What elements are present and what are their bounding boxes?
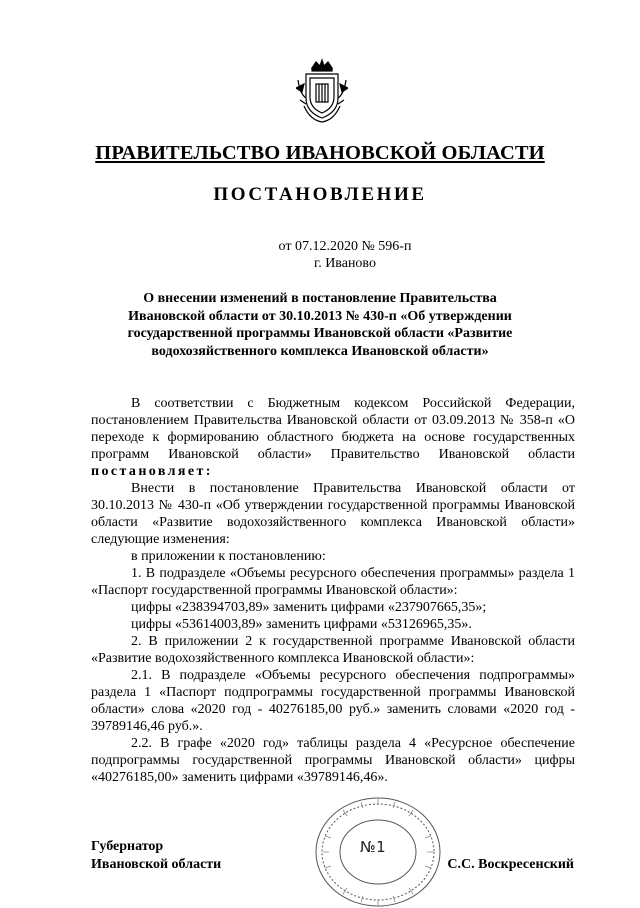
preamble-text: В соответствии с Бюджетным кодексом Российской Федерации, постановлением Правительства Ивановской области от 03.09.2013 № 358-п «О переходе к формированию областного бюджета на основе государственных программ Ивановской области» Правительство Ивановской области xyxy=(91,396,575,462)
signer-position xyxy=(91,838,221,874)
paragraph-item-2: 2. В приложении 2 к государственной программе Ивановской области «Развитие водохозяйственного комплекса Ивановской области»: xyxy=(91,634,575,666)
coat-of-arms-icon xyxy=(296,58,348,124)
date-and-place xyxy=(0,238,640,272)
organization-title: ПРАВИТЕЛЬСТВО ИВАНОВСКОЙ ОБЛАСТИ xyxy=(95,142,545,164)
subject-line: О внесении изменений в постановление Правительства xyxy=(143,291,497,306)
paragraph-amend: Внести в постановление Правительства Ивановской области от 30.10.2013 № 430-п «Об утверждении государственной программы Ивановской области «Развитие водохозяйственного комплекса Ивановской области» следующие изменения: xyxy=(91,481,575,547)
paragraph-preamble xyxy=(91,395,575,480)
document-subject xyxy=(90,290,550,360)
document-body xyxy=(91,395,575,786)
signer-region: Ивановской области xyxy=(91,857,222,872)
paragraph-item-2-2: 2.2. В графе «2020 год» таблицы раздела 4 «Ресурсное обеспечение подпрограммы государственной программы Ивановской области» цифры «40276185,00» заменить цифрами «39789146,46». xyxy=(91,736,575,785)
subject-line: водохозяйственного комплекса Ивановской области» xyxy=(151,343,489,359)
city: г. Иваново xyxy=(314,256,376,271)
paragraph-appendix: в приложении к постановлению: xyxy=(131,549,326,564)
decree-word: постановляет: xyxy=(91,464,213,479)
paragraph-item-2-1: 2.1. В подразделе «Объемы ресурсного обеспечения подпрограммы» раздела 1 «Паспорт подпрограммы государственной программы Ивановской области» слова «2020 год - 40276185,00 руб.» заменить словами «2020 год - 39789146,46 руб.». xyxy=(91,668,575,734)
paragraph-replace-2: цифры «53614003,89» заменить цифрами «53126965,35». xyxy=(131,617,472,632)
paragraph-replace-1: цифры «238394703,89» заменить цифрами «237907665,35»; xyxy=(131,600,487,615)
subject-line: Ивановской области от 30.10.2013 № 430-п «Об утверждении xyxy=(128,308,512,324)
date-number: от 07.12.2020 № 596-п xyxy=(278,239,412,254)
signer-title: Губернатор xyxy=(91,839,164,854)
signer-name: С.С. Воскресенский xyxy=(447,857,574,872)
subject-line: государственной программы Ивановской области «Развитие xyxy=(127,326,513,341)
stamp-number: №1 xyxy=(360,838,387,856)
paragraph-item-1: 1. В подразделе «Объемы ресурсного обеспечения программы» раздела 1 «Паспорт государственной программы Ивановской области»: xyxy=(91,566,575,598)
document-type: ПОСТАНОВЛЕНИЕ xyxy=(213,184,427,205)
